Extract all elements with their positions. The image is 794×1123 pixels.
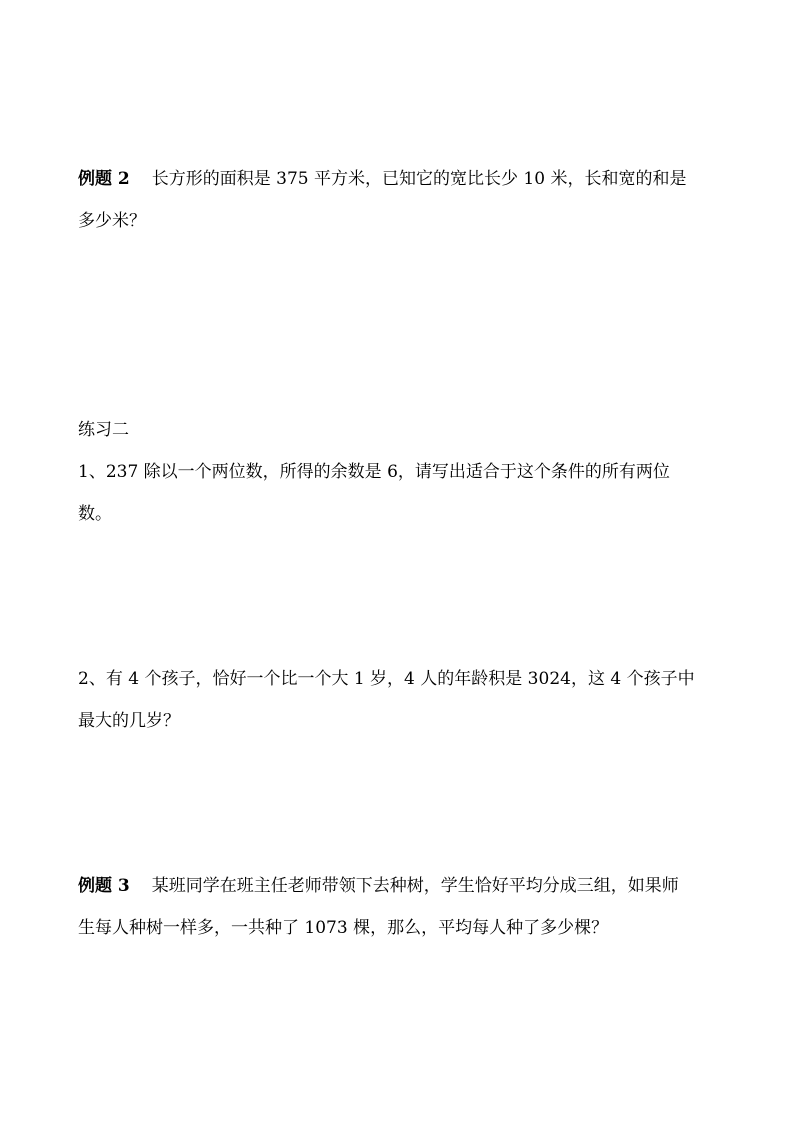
example-2-line-1 <box>78 171 686 188</box>
practice-question-1-line-1: 1、237 除以一个两位数，所得的余数是 6，请写出适合于这个条件的所有两位 <box>78 462 670 482</box>
example-3-line-1 <box>78 878 679 895</box>
example-2-text-1: 长方形的面积是 375 平方米，已知它的宽比长少 10 米，长和宽的和是 <box>151 169 687 189</box>
example-3-line-2: 生每人种树一样多，一共种了 1073 棵，那么，平均每人种了多少棵？ <box>78 918 609 938</box>
practice-question-2-line-2: 最大的几岁？ <box>78 711 180 731</box>
example-3-text-1: 某班同学在班主任老师带领下去种树，学生恰好平均分成三组，如果师 <box>151 876 679 896</box>
practice-2-heading: 练习二 <box>78 420 129 440</box>
example-3-label: 例题 3 <box>78 876 130 896</box>
example-2-label: 例题 2 <box>78 169 130 189</box>
practice-question-1-line-2: 数。 <box>78 504 112 524</box>
practice-question-2-line-1: 2、有 4 个孩子，恰好一个比一个大 1 岁，4 人的年龄积是 3024，这 4 个孩子中 <box>78 669 695 689</box>
example-2-line-2: 多少米？ <box>78 211 146 231</box>
